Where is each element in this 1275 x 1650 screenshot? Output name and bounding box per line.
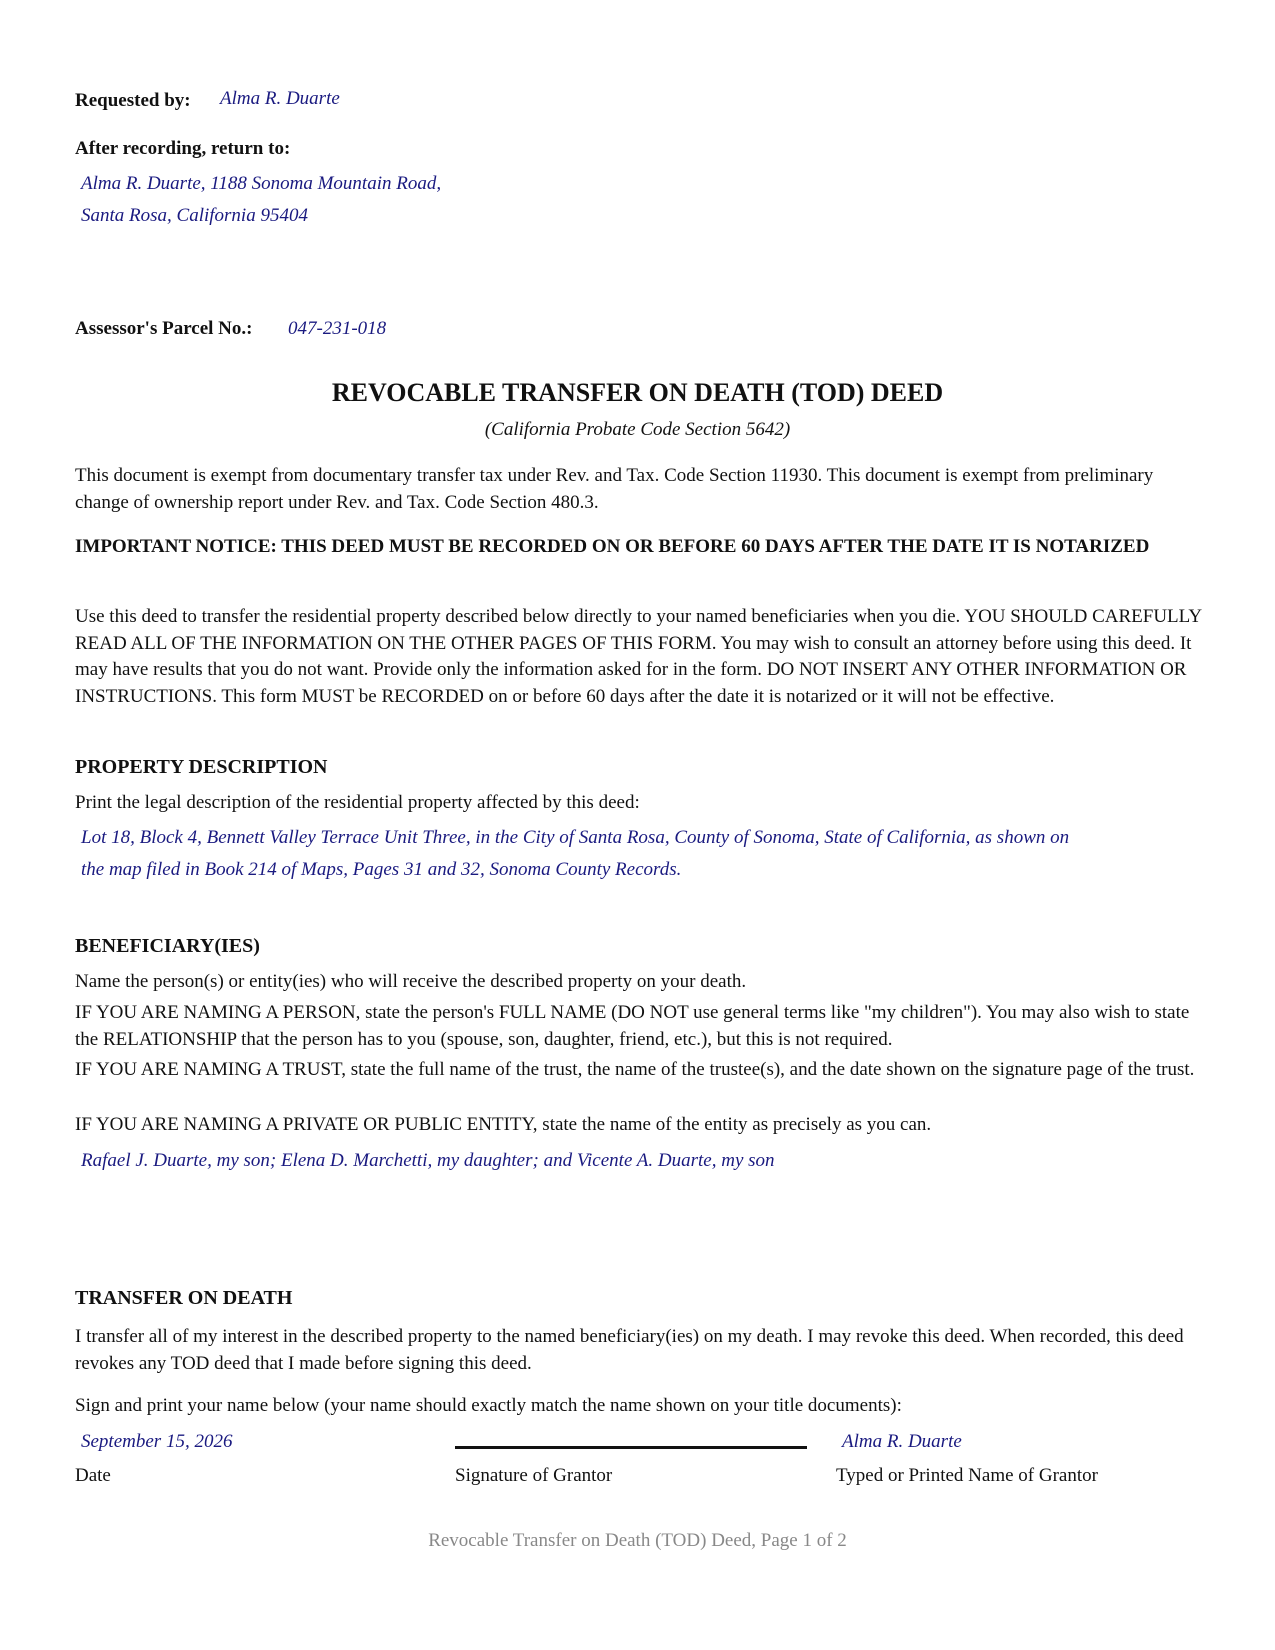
beneficiaries-value[interactable]: Rafael J. Duarte, my son; Elena D. Marchetti, my daughter; and Vicente A. Duarte, my son bbox=[81, 1150, 775, 1171]
return-to-line1[interactable]: Alma R. Duarte, 1188 Sonoma Mountain Road, bbox=[81, 173, 442, 194]
document-title: REVOCABLE TRANSFER ON DEATH (TOD) DEED bbox=[331, 378, 944, 407]
return-to-line2[interactable]: Santa Rosa, California 95404 bbox=[81, 205, 308, 226]
sign-prompt: Sign and print your name below (your name should exactly match the name shown on your title documents): bbox=[75, 1395, 902, 1416]
signature-label: Signature of Grantor bbox=[455, 1465, 613, 1486]
document-subtitle: (California Probate Code Section 5642) bbox=[484, 419, 791, 440]
grantor-name-value[interactable]: Alma R. Duarte bbox=[842, 1431, 962, 1452]
property-heading: PROPERTY DESCRIPTION bbox=[75, 756, 328, 778]
requested-by-label: Requested by: bbox=[75, 90, 191, 111]
return-to-label: After recording, return to: bbox=[75, 138, 291, 159]
apn-label: Assessor's Parcel No.: bbox=[75, 318, 253, 339]
exemption-text: This document is exempt from documentary transfer tax under Rev. and Tax. Code Section 11930. This document is exempt from preliminary change of ownership report under Rev. and Tax. Code Section 480.3. bbox=[75, 465, 1154, 513]
beneficiaries-instruction-4: IF YOU ARE NAMING A PRIVATE OR PUBLIC ENTITY, state the name of the entity as precisely as you can. bbox=[75, 1114, 932, 1135]
important-notice: IMPORTANT NOTICE: THIS DEED MUST BE RECORDED ON OR BEFORE 60 DAYS AFTER THE DATE IT IS NOTARIZED bbox=[75, 536, 1150, 557]
instructions-text: Use this deed to transfer the residential property described below directly to your named beneficiaries when you die. YOU SHOULD CAREFULLY READ ALL OF THE INFORMATION ON THE OTHER PAGES OF THIS FORM. You may wish to consult an attorney before using this deed. It may have results that you do not want. Provide only the information asked for in the form. DO NOT INSERT ANY OTHER INFORMATION OR INSTRUCTIONS. This form MUST be RECORDED on or before 60 days after the date it is notarized or it will not be effective. bbox=[75, 606, 1202, 707]
apn-value[interactable]: 047-231-018 bbox=[288, 318, 387, 339]
beneficiaries-instruction-3: IF YOU ARE NAMING A TRUST, state the full name of the trust, the name of the trustee(s), and the date shown on the signature page of the trust. bbox=[75, 1059, 1195, 1080]
beneficiaries-instruction-1: Name the person(s) or entity(ies) who will receive the described property on your death. bbox=[75, 971, 747, 992]
beneficiaries-instruction-2: IF YOU ARE NAMING A PERSON, state the person's FULL NAME (DO NOT use general terms like "my children"). You may also wish to state the RELATIONSHIP that the person has to you (spouse, son, daughter, friend, etc.), but this is not required. bbox=[75, 1002, 1190, 1050]
grantor-name-label: Typed or Printed Name of Grantor bbox=[836, 1465, 1098, 1486]
signature-line[interactable] bbox=[455, 1446, 807, 1449]
page-footer: Revocable Transfer on Death (TOD) Deed, Page 1 of 2 bbox=[428, 1530, 847, 1551]
date-label: Date bbox=[75, 1465, 111, 1486]
transfer-heading: TRANSFER ON DEATH bbox=[75, 1287, 293, 1309]
property-description-line2[interactable]: the map filed in Book 214 of Maps, Pages 31 and 32, Sonoma County Records. bbox=[81, 859, 682, 880]
property-description-line1[interactable]: Lot 18, Block 4, Bennett Valley Terrace Unit Three, in the City of Santa Rosa, County of Sonoma, State of California, as shown on bbox=[81, 827, 1070, 848]
transfer-text: I transfer all of my interest in the described property to the named beneficiary(ies) on my death. I may revoke this deed. When recorded, this deed revokes any TOD deed that I made before signing this deed. bbox=[75, 1326, 1184, 1374]
beneficiaries-heading: BENEFICIARY(IES) bbox=[75, 935, 260, 957]
property-prompt: Print the legal description of the residential property affected by this deed: bbox=[75, 792, 640, 813]
date-value[interactable]: September 15, 2026 bbox=[81, 1431, 233, 1452]
requested-by-value[interactable]: Alma R. Duarte bbox=[220, 88, 340, 109]
